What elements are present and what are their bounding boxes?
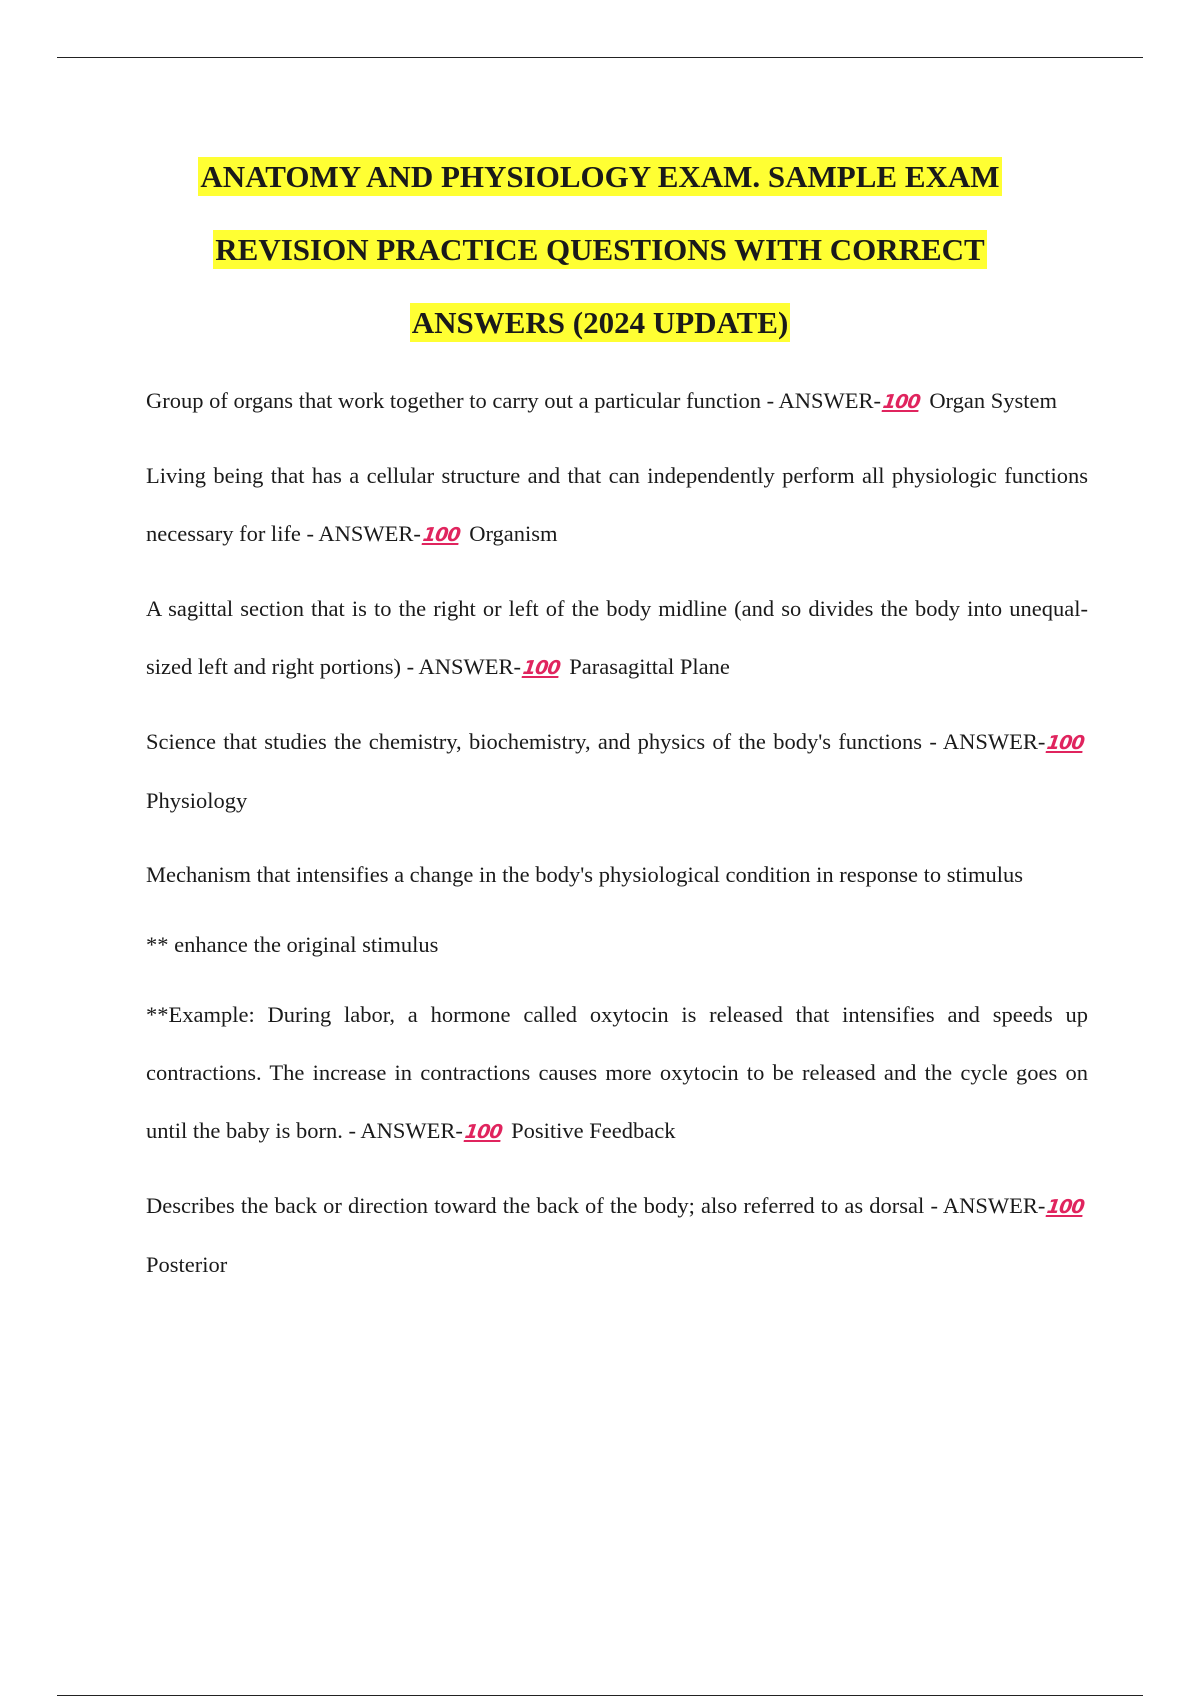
question-text: Science that studies the chemistry, biochemistry, and physics of the body's functions: [146, 729, 923, 754]
hundred-points-icon: 100: [1045, 732, 1086, 754]
title-line-3: ANSWERS (2024 UPDATE): [411, 305, 789, 340]
qa-item-question-part: ** enhance the original stimulus: [146, 932, 439, 957]
question-text: Describes the back or direction toward the back of the body; also referred to as dorsal: [146, 1193, 925, 1218]
hundred-points-icon: 100: [463, 1121, 504, 1143]
qa-item: [146, 986, 1088, 1161]
question-text: **Example: During labor, a hormone called oxytocin is released that intensifies and speeds up contractions. The increase in contractions causes more oxytocin to be released and the cycle goes on until the baby is born.: [146, 1002, 1088, 1143]
qa-item: [146, 1177, 1088, 1294]
answer-text: Physiology: [146, 788, 248, 813]
question-text: A sagittal section that is to the right or left of the body midline (and so divides the body into unequal-sized left and right portions): [146, 596, 1088, 679]
hundred-points-icon: 100: [881, 391, 922, 413]
qa-item: [146, 372, 1088, 431]
title-line-2: REVISION PRACTICE QUESTIONS WITH CORRECT: [215, 232, 985, 267]
answer-marker: - ANSWER-: [929, 729, 1046, 754]
answer-text: Organ System: [929, 388, 1058, 413]
answer-text: Parasagittal Plane: [569, 654, 730, 679]
hundred-points-icon: 100: [421, 524, 462, 546]
qa-item: [146, 580, 1088, 697]
answer-text: Organism: [469, 521, 558, 546]
hundred-points-icon: 100: [1045, 1196, 1086, 1218]
answer-marker: - ANSWER-: [406, 654, 521, 679]
answer-marker: - ANSWER-: [306, 521, 421, 546]
answer-marker: - ANSWER-: [930, 1193, 1046, 1218]
hundred-points-icon: 100: [521, 657, 562, 679]
document-title: [100, 140, 1100, 359]
answer-text: Positive Feedback: [511, 1118, 676, 1143]
answer-marker: - ANSWER-: [348, 1118, 463, 1143]
answer-text: Posterior: [146, 1252, 228, 1277]
qa-list: [146, 372, 1088, 1310]
question-text: Living being that has a cellular structure and that can independently perform all physiologic functions necessary for life: [146, 463, 1088, 546]
title-line-1: ANATOMY AND PHYSIOLOGY EXAM. SAMPLE EXAM: [200, 159, 1000, 194]
answer-marker: - ANSWER-: [766, 388, 882, 413]
question-text: Group of organs that work together to carry out a particular function: [146, 388, 762, 413]
qa-item-question-part: Mechanism that intensifies a change in the body's physiological condition in response to stimulus: [146, 862, 1024, 887]
qa-item: [146, 713, 1088, 830]
qa-item: [146, 447, 1088, 564]
header-rule: [57, 57, 1143, 58]
footer-rule: [57, 1695, 1143, 1696]
